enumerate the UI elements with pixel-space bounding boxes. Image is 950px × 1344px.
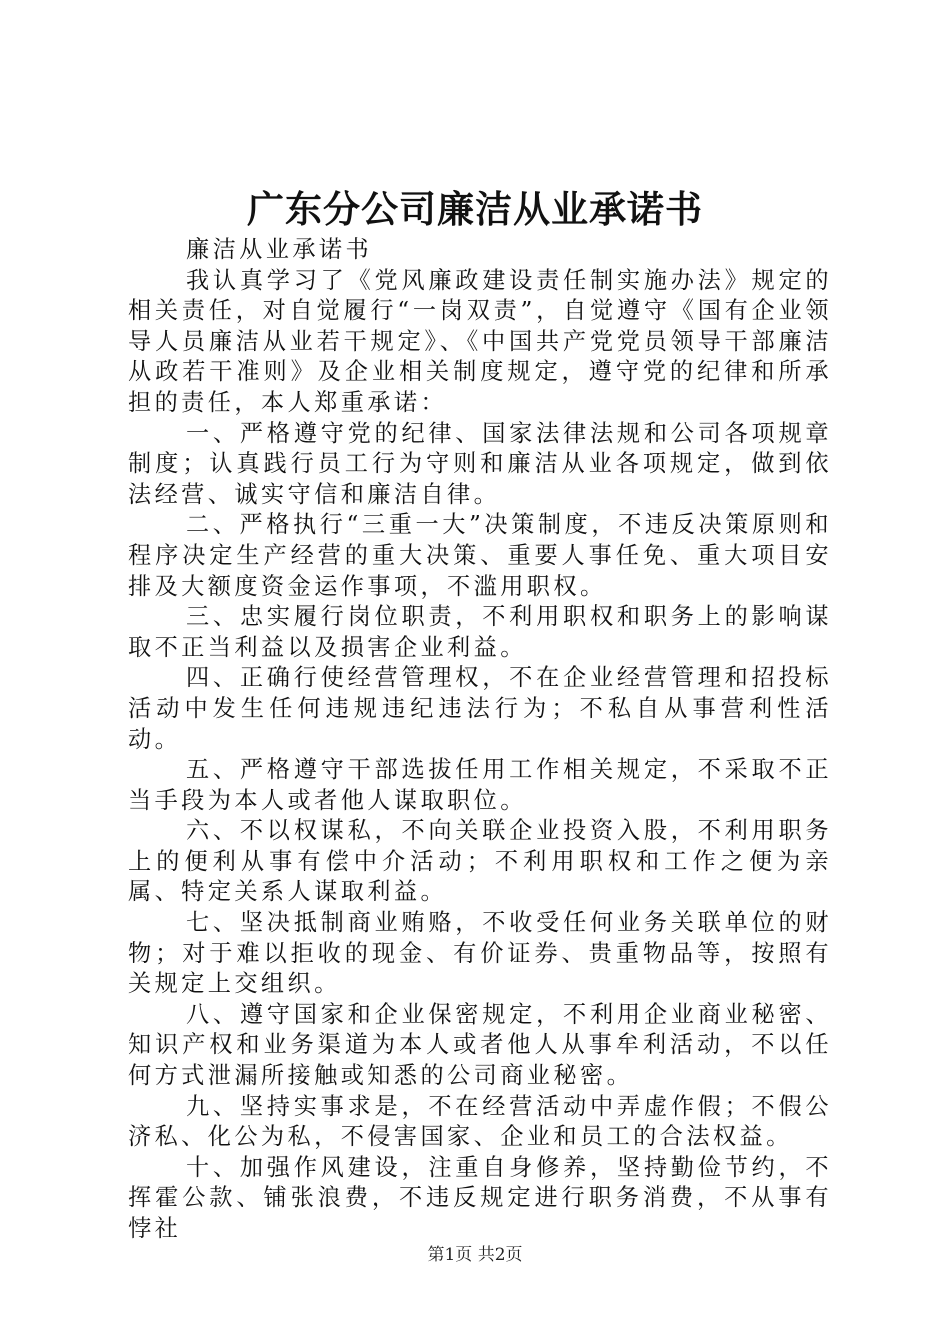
paragraph-item-9: 九、坚持实事求是，不在经营活动中弄虚作假；不假公济私、化公为私，不侵害国家、企业和员工的合法权益。 — [128, 1092, 832, 1151]
paragraph-item-1: 一、严格遵守党的纪律、国家法律法规和公司各项规章制度；认真践行员工行为守则和廉洁从业各项规定，做到依法经营、诚实守信和廉洁自律。 — [128, 419, 832, 508]
paragraph-intro: 我认真学习了《党风廉政建设责任制实施办法》规定的相关责任，对自觉履行“一岗双责”，自觉遵守《国有企业领导人员廉洁从业若干规定》、《中国共产党党员领导干部廉洁从政若干准则》及企业相关制度规定，遵守党的纪律和所承担的责任，本人郑重承诺： — [128, 266, 832, 416]
paragraph-item-8: 八、遵守国家和企业保密规定，不利用企业商业秘密、知识产权和业务渠道为本人或者他人从事牟利活动，不以任何方式泄漏所接触或知悉的公司商业秘密。 — [128, 1000, 832, 1090]
paragraph-item-4: 四、正确行使经营管理权，不在企业经营管理和招投标活动中发生任何违规违纪违法行为；不私自从事营利性活动。 — [128, 664, 832, 753]
page-footer: 第1页 共2页 — [427, 1245, 523, 1265]
paragraph-item-5: 五、严格遵守干部选拔任用工作相关规定，不采取不正当手段为本人或者他人谋取职位。 — [128, 756, 832, 814]
document-title: 广东分公司廉洁从业承诺书 — [247, 187, 703, 231]
paragraph-item-10: 十、加强作风建设，注重自身修养，坚持勤俭节约，不挥霍公款、铺张浪费，不违反规定进行职务消费，不从事有悖社 — [128, 1153, 832, 1242]
paragraph-item-2: 二、严格执行“三重一大”决策制度，不违反决策原则和程序决定生产经营的重大决策、重要人事任免、重大项目安排及大额度资金运作事项，不滥用职权。 — [128, 511, 832, 600]
document-body — [128, 235, 832, 1245]
paragraph-item-7: 七、坚决抵制商业贿赂，不收受任何业务关联单位的财物；对于难以拒收的现金、有价证券、贵重物品等，按照有关规定上交组织。 — [128, 909, 832, 998]
paragraph-item-3: 三、忠实履行岗位职责，不利用职权和职务上的影响谋取不正当利益以及损害企业利益。 — [128, 603, 832, 661]
paragraph-item-6: 六、不以权谋私，不向关联企业投资入股，不利用职务上的便利从事有偿中介活动；不利用职权和工作之便为亲属、特定关系人谋取利益。 — [128, 817, 832, 906]
paragraph-subtitle: 廉洁从业承诺书 — [186, 236, 373, 263]
